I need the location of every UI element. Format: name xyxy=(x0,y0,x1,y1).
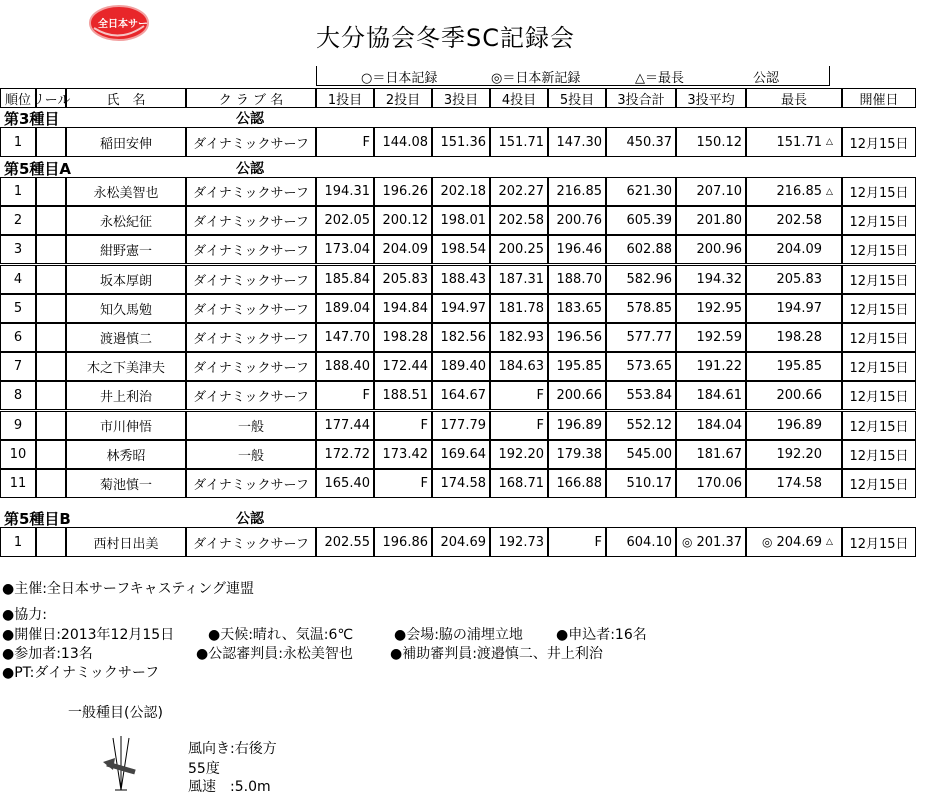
table-cell-avg xyxy=(676,440,746,469)
table-cell-reel xyxy=(36,411,66,440)
table-cell-name: 永松紀征 xyxy=(66,206,186,235)
table-cell-t5: 183.65 xyxy=(548,294,606,323)
table-cell-best xyxy=(746,265,842,294)
table-cell-sum: 604.10 xyxy=(606,527,676,557)
table-cell-avg xyxy=(676,381,746,410)
table-cell-t5: 179.38 xyxy=(548,440,606,469)
table-cell-reel xyxy=(36,206,66,235)
avg-value: 201.37 xyxy=(696,534,742,550)
info-participants: ●参加者:13名 xyxy=(2,646,93,662)
table-cell-name: 菊池慎一 xyxy=(66,469,186,498)
table-cell-name: 永松美智也 xyxy=(66,177,186,206)
section-status: 公認 xyxy=(236,511,264,527)
table-cell-t1: 177.44 xyxy=(316,411,374,440)
table-cell-date: 12月15日 xyxy=(842,177,916,206)
table-cell-t2: 196.26 xyxy=(374,177,432,206)
avg-record-mark: ◎ xyxy=(682,535,693,549)
table-cell-t1: F xyxy=(316,381,374,410)
column-header-t5: 5投目 xyxy=(548,88,606,108)
table-cell-t5: 147.30 xyxy=(548,127,606,157)
table-cell-club: ダイナミックサーフ xyxy=(186,469,316,498)
legend-circle: ○＝日本記録 xyxy=(361,71,438,86)
table-cell-reel xyxy=(36,381,66,410)
table-cell-date: 12月15日 xyxy=(842,527,916,557)
wind-direction-icon xyxy=(95,734,145,794)
table-cell-t3: 198.01 xyxy=(432,206,490,235)
table-cell-best xyxy=(746,527,842,557)
best-value: 195.85 xyxy=(776,359,822,374)
table-cell-t2: 144.08 xyxy=(374,127,432,157)
table-cell-rank: 9 xyxy=(0,411,36,440)
table-cell-rank: 6 xyxy=(0,323,36,352)
info-pt: ●PT:ダイナミックサーフ xyxy=(2,665,160,681)
best-value: 192.20 xyxy=(776,447,822,462)
table-cell-sum: 450.37 xyxy=(606,127,676,157)
table-cell-t3: 194.97 xyxy=(432,294,490,323)
best-value: 194.97 xyxy=(776,301,822,316)
table-cell-club: 一般 xyxy=(186,411,316,440)
table-cell-rank: 1 xyxy=(0,527,36,557)
column-header-name: 氏 名 xyxy=(66,88,186,108)
table-cell-t3: 151.36 xyxy=(432,127,490,157)
best-value: 202.58 xyxy=(776,213,822,228)
table-cell-t5: 200.76 xyxy=(548,206,606,235)
table-cell-club: ダイナミックサーフ xyxy=(186,381,316,410)
avg-value: 150.12 xyxy=(696,134,742,150)
table-cell-rank: 7 xyxy=(0,352,36,381)
table-cell-club: 一般 xyxy=(186,440,316,469)
table-cell-best xyxy=(746,411,842,440)
wind-heading: 一般種目(公認) xyxy=(68,705,163,721)
table-cell-rank: 8 xyxy=(0,381,36,410)
table-cell-t1: 194.31 xyxy=(316,177,374,206)
table-cell-name: 坂本厚朗 xyxy=(66,265,186,294)
table-cell-reel xyxy=(36,265,66,294)
table-cell-sum: 553.84 xyxy=(606,381,676,410)
column-header-rank: 順位 xyxy=(0,88,36,108)
table-cell-name: 市川伸悟 xyxy=(66,411,186,440)
best-value: 198.28 xyxy=(776,330,822,345)
info-venue: ●会場:脇の浦埋立地 xyxy=(394,627,523,643)
info-date: ●開催日:2013年12月15日 xyxy=(2,627,175,643)
table-cell-best xyxy=(746,177,842,206)
table-cell-name: 渡邉慎二 xyxy=(66,323,186,352)
table-cell-name: 西村日出美 xyxy=(66,527,186,557)
avg-value: 170.06 xyxy=(696,476,742,491)
table-cell-date: 12月15日 xyxy=(842,469,916,498)
table-cell-t5: 216.85 xyxy=(548,177,606,206)
table-cell-name: 木之下美津夫 xyxy=(66,352,186,381)
table-cell-t2: 205.83 xyxy=(374,265,432,294)
table-cell-avg xyxy=(676,352,746,381)
avg-value: 184.61 xyxy=(696,388,742,403)
table-cell-t2: F xyxy=(374,411,432,440)
table-cell-rank: 2 xyxy=(0,206,36,235)
table-cell-t2: 196.86 xyxy=(374,527,432,557)
legend xyxy=(316,66,830,86)
table-cell-date: 12月15日 xyxy=(842,127,916,157)
best-value: 151.71 xyxy=(776,134,822,150)
table-cell-t2: 194.84 xyxy=(374,294,432,323)
table-cell-reel xyxy=(36,177,66,206)
table-cell-avg xyxy=(676,177,746,206)
table-cell-t3: 182.56 xyxy=(432,323,490,352)
wind-degree: 55度 xyxy=(188,761,220,777)
table-cell-reel xyxy=(36,440,66,469)
table-cell-rank: 5 xyxy=(0,294,36,323)
best-value: 196.89 xyxy=(776,418,822,433)
table-cell-avg xyxy=(676,294,746,323)
table-cell-avg xyxy=(676,411,746,440)
table-cell-date: 12月15日 xyxy=(842,352,916,381)
table-cell-t2: 200.12 xyxy=(374,206,432,235)
table-cell-sum: 573.65 xyxy=(606,352,676,381)
best-value: 205.83 xyxy=(776,272,822,287)
best-value: 204.69 xyxy=(776,534,822,550)
section-status: 公認 xyxy=(236,111,264,127)
table-cell-club: ダイナミックサーフ xyxy=(186,323,316,352)
table-cell-t3: 188.43 xyxy=(432,265,490,294)
wind-speed: 風速 :5.0m xyxy=(188,779,271,795)
table-cell-name: 井上利治 xyxy=(66,381,186,410)
legend-double-circle: ◎＝日本新記録 xyxy=(491,71,581,86)
avg-value: 194.32 xyxy=(696,272,742,287)
table-cell-sum: 602.88 xyxy=(606,235,676,264)
table-cell-date: 12月15日 xyxy=(842,381,916,410)
table-cell-date: 12月15日 xyxy=(842,294,916,323)
table-cell-date: 12月15日 xyxy=(842,440,916,469)
section-title: 第5種目B xyxy=(4,510,71,528)
column-header-club: ク ラ ブ 名 xyxy=(186,88,316,108)
table-cell-best xyxy=(746,469,842,498)
table-cell-t5: 166.88 xyxy=(548,469,606,498)
column-header-avg: 3投平均 xyxy=(676,88,746,108)
table-cell-t5: F xyxy=(548,527,606,557)
table-cell-best xyxy=(746,440,842,469)
table-cell-sum: 621.30 xyxy=(606,177,676,206)
avg-value: 207.10 xyxy=(696,184,742,199)
wind-direction: 風向き:右後方 xyxy=(188,741,277,757)
table-cell-avg xyxy=(676,206,746,235)
table-cell-date: 12月15日 xyxy=(842,323,916,352)
avg-value: 192.95 xyxy=(696,301,742,316)
table-cell-t4: 200.25 xyxy=(490,235,548,264)
table-cell-t4: 184.63 xyxy=(490,352,548,381)
table-cell-best xyxy=(746,323,842,352)
best-value: 216.85 xyxy=(776,184,822,199)
table-cell-reel xyxy=(36,527,66,557)
table-cell-date: 12月15日 xyxy=(842,235,916,264)
table-cell-t4: 192.73 xyxy=(490,527,548,557)
table-cell-avg xyxy=(676,127,746,157)
best-value: 200.66 xyxy=(776,388,822,403)
longest-mark: △ xyxy=(826,186,833,197)
table-cell-avg xyxy=(676,527,746,557)
avg-value: 201.80 xyxy=(696,213,742,228)
table-cell-sum: 577.77 xyxy=(606,323,676,352)
table-cell-t4: 202.58 xyxy=(490,206,548,235)
info-cooperation: ●協力: xyxy=(2,607,47,623)
table-cell-t1: 147.70 xyxy=(316,323,374,352)
table-cell-avg xyxy=(676,265,746,294)
table-cell-t1: 202.55 xyxy=(316,527,374,557)
table-cell-best xyxy=(746,235,842,264)
section-title: 第5種目A xyxy=(4,160,72,178)
table-cell-reel xyxy=(36,352,66,381)
table-cell-sum: 605.39 xyxy=(606,206,676,235)
table-cell-t1: 189.04 xyxy=(316,294,374,323)
table-cell-best xyxy=(746,352,842,381)
table-cell-reel xyxy=(36,469,66,498)
avg-value: 200.96 xyxy=(696,242,742,257)
table-cell-sum: 582.96 xyxy=(606,265,676,294)
table-cell-t5: 196.56 xyxy=(548,323,606,352)
table-cell-sum: 510.17 xyxy=(606,469,676,498)
table-cell-t4: 202.27 xyxy=(490,177,548,206)
table-cell-club: ダイナミックサーフ xyxy=(186,294,316,323)
table-cell-rank: 1 xyxy=(0,127,36,157)
table-cell-club: ダイナミックサーフ xyxy=(186,206,316,235)
table-cell-club: ダイナミックサーフ xyxy=(186,127,316,157)
table-cell-t1: 185.84 xyxy=(316,265,374,294)
logo xyxy=(88,4,158,42)
table-cell-name: 知久馬勉 xyxy=(66,294,186,323)
table-cell-t4: F xyxy=(490,411,548,440)
best-value: 204.09 xyxy=(776,242,822,257)
table-cell-reel xyxy=(36,235,66,264)
longest-mark: △ xyxy=(826,137,833,147)
info-applicants: ●申込者:16名 xyxy=(556,627,647,643)
section-title: 第3種目 xyxy=(4,110,60,128)
page-title: 大分協会冬季SC記録会 xyxy=(316,24,575,52)
table-cell-sum: 552.12 xyxy=(606,411,676,440)
avg-value: 184.04 xyxy=(696,418,742,433)
best-record-mark: ◎ xyxy=(762,535,773,549)
column-header-t2: 2投目 xyxy=(374,88,432,108)
table-cell-rank: 4 xyxy=(0,265,36,294)
table-cell-t3: 204.69 xyxy=(432,527,490,557)
table-cell-t4: 168.71 xyxy=(490,469,548,498)
table-cell-t1: F xyxy=(316,127,374,157)
table-cell-name: 紺野憲一 xyxy=(66,235,186,264)
table-cell-reel xyxy=(36,127,66,157)
table-cell-t3: 198.54 xyxy=(432,235,490,264)
table-cell-club: ダイナミックサーフ xyxy=(186,235,316,264)
table-cell-t1: 188.40 xyxy=(316,352,374,381)
table-cell-t3: 174.58 xyxy=(432,469,490,498)
table-cell-t5: 188.70 xyxy=(548,265,606,294)
table-cell-rank: 10 xyxy=(0,440,36,469)
table-cell-t1: 202.05 xyxy=(316,206,374,235)
avg-value: 181.67 xyxy=(696,447,742,462)
table-cell-t1: 165.40 xyxy=(316,469,374,498)
table-cell-t4: 151.71 xyxy=(490,127,548,157)
table-cell-rank: 11 xyxy=(0,469,36,498)
table-cell-rank: 1 xyxy=(0,177,36,206)
table-cell-date: 12月15日 xyxy=(842,411,916,440)
column-header-date: 開催日 xyxy=(842,88,916,108)
column-header-t4: 4投目 xyxy=(490,88,548,108)
table-cell-club: ダイナミックサーフ xyxy=(186,352,316,381)
column-header-t3: 3投目 xyxy=(432,88,490,108)
table-cell-t2: 172.44 xyxy=(374,352,432,381)
table-cell-name: 稲田安伸 xyxy=(66,127,186,157)
table-cell-t5: 196.89 xyxy=(548,411,606,440)
table-cell-club: ダイナミックサーフ xyxy=(186,177,316,206)
table-cell-best xyxy=(746,381,842,410)
section-status: 公認 xyxy=(236,161,264,177)
table-cell-t2: 204.09 xyxy=(374,235,432,264)
legend-official: 公認 xyxy=(753,71,780,86)
info-weather: ●天候:晴れ、気温:6℃ xyxy=(208,627,354,643)
column-header-reel: リール xyxy=(36,88,66,108)
table-cell-t1: 172.72 xyxy=(316,440,374,469)
table-cell-t4: F xyxy=(490,381,548,410)
column-header-best: 最長 xyxy=(746,88,842,108)
table-cell-reel xyxy=(36,323,66,352)
info-assistant-judge: ●補助審判員:渡邉慎二、井上利治 xyxy=(390,646,603,662)
table-cell-avg xyxy=(676,469,746,498)
table-cell-t4: 182.93 xyxy=(490,323,548,352)
table-cell-t2: 188.51 xyxy=(374,381,432,410)
table-cell-date: 12月15日 xyxy=(842,206,916,235)
table-cell-t3: 164.67 xyxy=(432,381,490,410)
table-cell-t3: 189.40 xyxy=(432,352,490,381)
table-cell-avg xyxy=(676,323,746,352)
table-cell-rank: 3 xyxy=(0,235,36,264)
table-cell-best xyxy=(746,127,842,157)
info-official-judge: ●公認審判員:永松美智也 xyxy=(196,646,353,662)
table-cell-sum: 545.00 xyxy=(606,440,676,469)
table-cell-avg xyxy=(676,235,746,264)
legend-triangle: △＝最長 xyxy=(635,71,684,86)
column-header-t1: 1投目 xyxy=(316,88,374,108)
table-cell-t3: 169.64 xyxy=(432,440,490,469)
table-cell-sum: 578.85 xyxy=(606,294,676,323)
avg-value: 192.59 xyxy=(696,330,742,345)
table-cell-t5: 200.66 xyxy=(548,381,606,410)
table-cell-t4: 187.31 xyxy=(490,265,548,294)
table-cell-reel xyxy=(36,294,66,323)
best-value: 174.58 xyxy=(776,476,822,491)
table-cell-t4: 192.20 xyxy=(490,440,548,469)
table-cell-t3: 202.18 xyxy=(432,177,490,206)
longest-mark: △ xyxy=(826,537,833,547)
table-cell-t2: 198.28 xyxy=(374,323,432,352)
table-cell-t3: 177.79 xyxy=(432,411,490,440)
table-cell-best xyxy=(746,206,842,235)
table-cell-club: ダイナミックサーフ xyxy=(186,265,316,294)
table-cell-best xyxy=(746,294,842,323)
table-cell-t5: 195.85 xyxy=(548,352,606,381)
table-cell-date: 12月15日 xyxy=(842,265,916,294)
logo-text: 全日本サーフ xyxy=(98,19,158,30)
info-organizer: ●主催:全日本サーフキャスティング連盟 xyxy=(2,581,254,597)
table-cell-t1: 173.04 xyxy=(316,235,374,264)
avg-value: 191.22 xyxy=(696,359,742,374)
table-cell-t4: 181.78 xyxy=(490,294,548,323)
table-cell-club: ダイナミックサーフ xyxy=(186,527,316,557)
table-cell-t5: 196.46 xyxy=(548,235,606,264)
table-cell-t2: F xyxy=(374,469,432,498)
table-cell-name: 林秀昭 xyxy=(66,440,186,469)
column-header-sum: 3投合計 xyxy=(606,88,676,108)
table-cell-t2: 173.42 xyxy=(374,440,432,469)
